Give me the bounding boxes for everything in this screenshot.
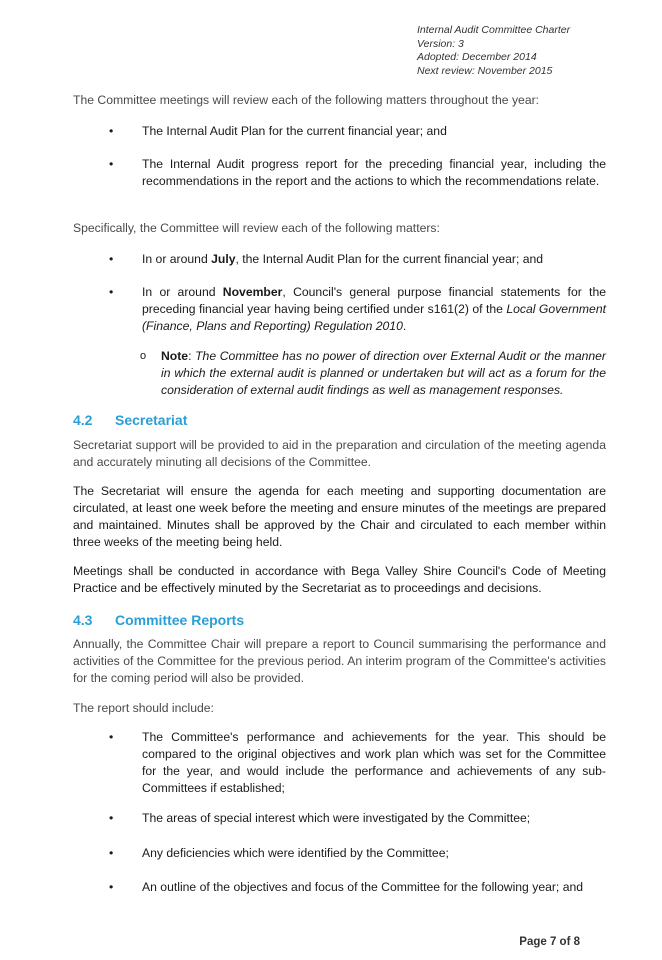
section-heading-secretariat: 4.2 Secretariat [73, 412, 188, 428]
header-adopted: Adopted: December 2014 [417, 51, 537, 63]
circle-bullet-icon: o [140, 350, 147, 362]
secretariat-paragraph-3: Meetings shall be conducted in accordance with Bega Valley Shire Council's Code of Meeting Practice and be effectively minuted by the Secretariat as to proceedings and decisions. [73, 564, 606, 595]
intro-paragraph-1: The Committee meetings will review each of the following matters throughout the year: [73, 93, 540, 107]
document-page: Internal Audit Committee Charter Version: 3 Adopted: December 2014 Next review: November 2015 The Committee meetings will review each of the following matters throughout the year: • The Internal Audit Plan for the current financial year; and • The Internal Audit progress report for the preceding financial year, including the recommendations in the report and the actions to which the recommendations relate. Specifically, the Committee will review each of the following matters: • In or around July, the Internal Audit Plan for the current financial year; and • In or around November, Council's general purpose financial statements for the preceding financial year having being certified under s161(2) of the Local Government (Finance, Plans and Reporting) Regulation 2010. o Note: The Committee has no power of direction over External Audit or the manner in which the external audit is planned or undertaken but will act as a forum for the consideration of external audit findings as well as management responses. 4.2 Secretariat Secretariat support will be provided to aid in the preparation and circulation of the meeting agenda and accurately minuting all decisions of the Committee. The Secretariat will ensure the agenda for each meeting and supporting documentation are circulated, at least one week before the meeting and ensure minutes of the meetings are prepared and maintained. Minutes shall be approved by the Chair and circulated to each member within three weeks of the meeting being held. Meetings shall be conducted in accordance with Bega Valley Shire Council's Code of Meeting Practice and be effectively minuted by the Secretariat as to proceedings and decisions. 4.3 Committee Reports Annually, the Committee Chair will prepare a report to Council summarising the performance and activities of the Committee for the previous period. An interim program of the Committee's activities for the coming period will also be provided. The report should include: • The Committee's performance and achievements for the year. This should be compared to the original objectives and work plan which was set for the Committee for the year, and would include the performance and achievements of any sub-Committees if established; • The areas of special interest which were investigated by the Committee; • Any deficiencies which were identified by the Committee; • An outline of the objectives and focus of the Committee for the following year; and Page 7 of 8 [0, 0, 662, 960]
reports-paragraph-2: The report should include: [73, 701, 214, 715]
bullet-icon: • [109, 157, 114, 171]
bullet-icon: • [109, 124, 114, 138]
page-number: Page 7 of 8 [519, 936, 580, 948]
header-next-review: Next review: November 2015 [417, 64, 553, 77]
section-heading-committee-reports: 4.3 Committee Reports [73, 612, 245, 628]
bullet-icon: • [109, 880, 114, 894]
bullet-icon: • [109, 252, 114, 266]
bullet-icon: • [109, 730, 114, 744]
header-title: Internal Audit Committee Charter [417, 24, 571, 36]
intro-paragraph-2: Specifically, the Committee will review each of the following matters: [73, 221, 440, 235]
bullet-icon: • [109, 811, 114, 825]
header-version: Version: 3 [417, 37, 464, 50]
reports-paragraph-1: Annually, the Committee Chair will prepare a report to Council summarising the performance and activities of the Committee for the previous period. An interim program of the Committee's activities for the coming period will also be provided. [73, 637, 606, 685]
bullet-icon: • [109, 846, 114, 860]
bullet-icon: • [109, 285, 114, 299]
document-header [417, 24, 647, 78]
secretariat-paragraph-1: Secretariat support will be provided to aid in the preparation and circulation of the meeting agenda and accurately minuting all decisions of the Committee. [73, 438, 606, 469]
secretariat-paragraph-2: The Secretariat will ensure the agenda for each meeting and supporting documentation are circulated, at least one week before the meeting and ensure minutes of the meetings are prepared and maintained. Minutes shall be approved by the Chair and circulated to each member within three weeks of the meeting being held. [73, 484, 606, 549]
